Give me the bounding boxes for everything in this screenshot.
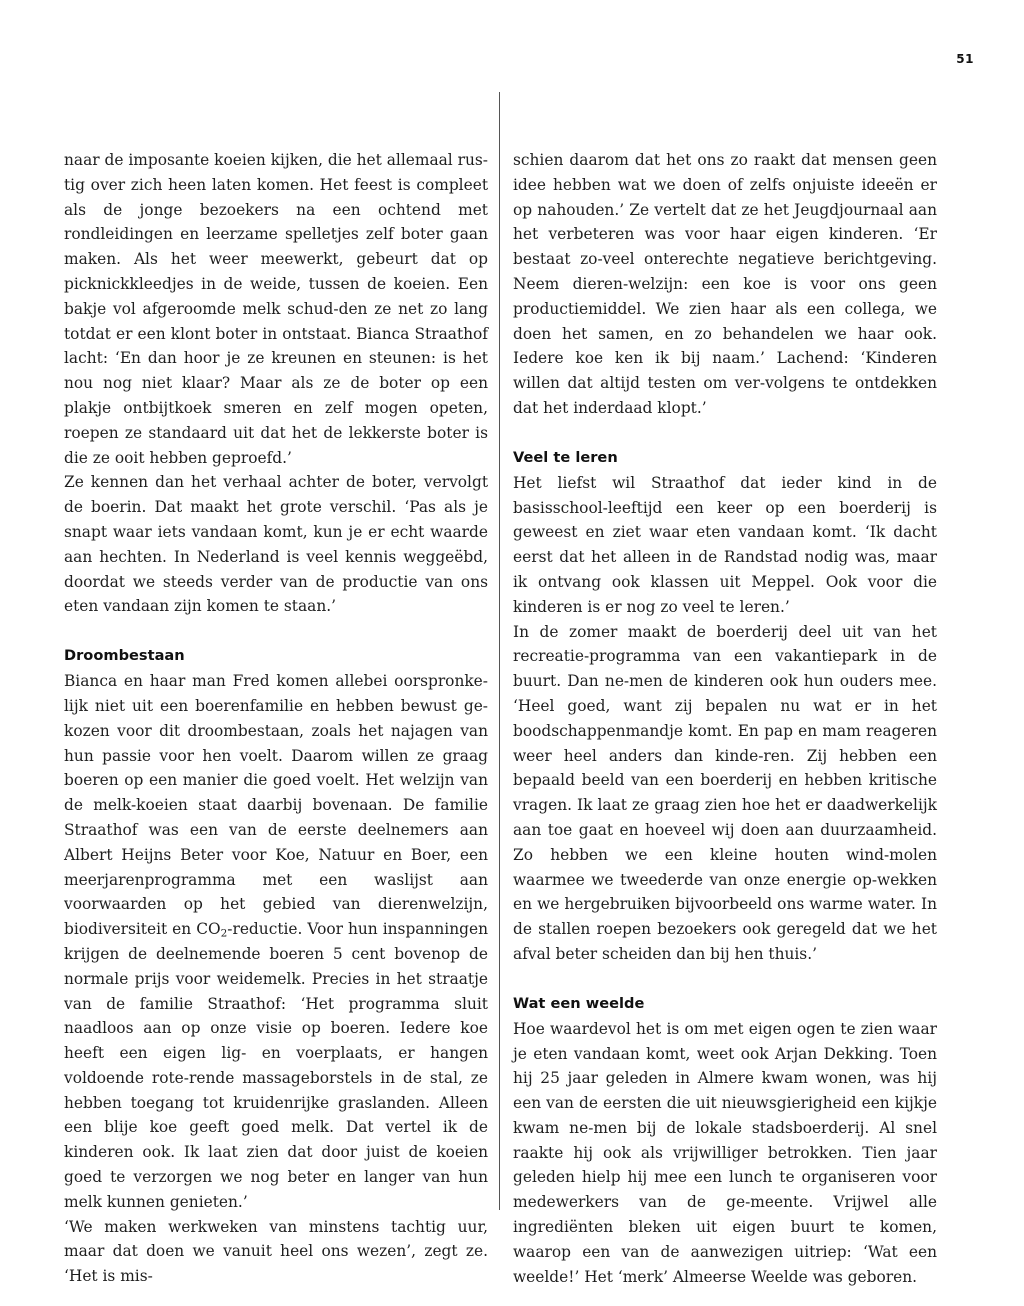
column-divider bbox=[499, 92, 500, 1210]
section-heading: Droombestaan bbox=[64, 647, 185, 665]
body-paragraph: Het liefst wil Straathof dat ieder kind in de basisschool-leeftijd een keer op een boerderij is geweest en ziet waar eten vandaan komt. ‘Ik dacht eerst dat het alleen in de Randstad nodig was, maar ik ontvang ook klassen uit Meppel. Ook voor die kinderen is er nog zo veel te leren.’ bbox=[513, 473, 937, 616]
subscript: 2 bbox=[220, 927, 228, 940]
text-run: Bianca en haar man Fred komen allebei oorspronke-lijk niet uit een boerenfamilie en hebben bewust ge-kozen voor dit droombestaan, zoals het najagen van hun passie voor hen voelt. Daarom willen ze graag boeren op een manier die goed voelt. Het welzijn van de melk-koeien staat daarbij bovenaan. De familie Straathof was een van de eerste deelnemers aan Albert Heijns Beter voor Koe, Natuur en Boer, een meerjarenprogramma met een waslijst aan voorwaarden op het gebied van dierenwelzijn, biodiversiteit en CO bbox=[64, 672, 488, 939]
right-column bbox=[513, 148, 937, 1289]
body-paragraph: naar de imposante koeien kijken, die het allemaal rus-tig over zich heen laten komen. Het feest is compleet als de jonge bezoekers na een ochtend met rondleidingen en leerzame spelletjes zelf boter gaan maken. Als het weer meewerkt, gebeurt dat op picknickkleedjes in de weide, tussen de koeien. Een bakje vol afgeroomde melk schud-den ze net zo lang totdat er een klont boter in ontstaat. Bianca Straathof lacht: ‘En dan hoor je ze kreunen en steunen: is het nou nog niet klaar? Maar als ze de boter op een plakje ontbijtkoek smeren en zelf mogen opeten, roepen ze standaard uit dat het de lekkerste boter is die ze ooit hebben geproefd.’ bbox=[64, 151, 488, 467]
body-paragraph: Ze kennen dan het verhaal achter de boter, vervolgt de boerin. Dat maakt het grote verschil. ‘Pas als je snapt waar iets vandaan komt, kun je er echt waarde aan hechten. In Nederland is veel kennis weggeëbd, doordat we steeds verder van de productie van ons eten vandaan zijn komen te staan.’ bbox=[64, 473, 488, 616]
body-paragraph bbox=[64, 669, 488, 1215]
text-run: -reductie. Voor hun inspanningen krijgen de deelnemende boeren 5 cent bovenop de normale prijs voor weidemelk. Precies in het straatje van de familie Straathof: ‘Het programma sluit naadloos aan op onze visie op boeren. Iedere koe heeft een eigen lig- en voerplaats, er hangen voldoende rote-rende massageborstels in de stal, ze hebben toegang tot kruidenrijke graslanden. Alleen een blije koe geeft goed melk. Dat vertel ik de kinderen ook. Ik laat zien dat door juist de koeien goed te verzorgen we nog beter en langer van hun melk kunnen genieten.’ bbox=[64, 920, 488, 1211]
body-paragraph: In de zomer maakt de boerderij deel uit van het recreatie-programma van een vakantiepark in de buurt. Dan ne-men de kinderen ook hun ouders mee. ‘Heel goed, want zij bepalen nu wat er in het boodschappenmandje komt. En pap en mam reageren weer heel anders dan kinde-ren. Zij hebben een bepaald beeld van een boerderij en hebben kritische vragen. Ik laat ze graag zien hoe het er daadwerkelijk aan toe gaat en hoeveel wij doen aan duurzaamheid. Zo hebben we een kleine houten wind-molen waarmee we tweederde van onze energie op-wekken en we hergebruiken bijvoorbeeld ons warme water. In de stallen roepen bezoekers ook geregeld dat we het afval beter scheiden dan bij hen thuis.’ bbox=[513, 622, 937, 963]
body-paragraph: ‘We maken werkweken van minstens tachtig uur, maar dat doen we vanuit heel ons wezen’, zegt ze. ‘Het is mis- bbox=[64, 1217, 488, 1286]
section-heading: Veel te leren bbox=[513, 448, 618, 466]
section-heading: Wat een weelde bbox=[513, 994, 645, 1012]
page-number: 51 bbox=[956, 52, 974, 66]
body-paragraph: Hoe waardevol het is om met eigen ogen te zien waar je eten vandaan komt, weet ook Arjan Dekking. Toen hij 25 jaar geleden in Almere kwam wonen, was hij een van de eersten die uit nieuwsgierigheid een kijkje kwam ne-men bij de lokale stadsboerderij. Al snel raakte hij ook als vrijwilliger betrokken. Tien jaar geleden hielp hij mee een lunch te organiseren voor medewerkers van de ge-meente. Vrijwel alle ingrediënten bleken uit eigen buurt te komen, waarop een van de aanwezigen uitriep: ‘Wat een weelde!’ Het ‘merk’ Almeerse Weelde was geboren. bbox=[513, 1019, 937, 1286]
left-column bbox=[64, 148, 488, 1289]
body-paragraph: schien daarom dat het ons zo raakt dat mensen geen idee hebben wat we doen of zelfs onjuiste ideeën er op nahouden.’ Ze vertelt dat ze het Jeugdjournaal aan het verbeteren was voor haar eigen kinderen. ‘Er bestaat zo-veel onterechte negatieve berichtgeving. Neem dieren-welzijn: een koe is voor ons geen productiemiddel. We zien haar als een collega, we doen het samen, en zo behandelen we haar ook. Iedere koe ken ik bij naam.’ Lachend: ‘Kinderen willen dat altijd testen om ver-volgens te ontdekken dat het inderdaad klopt.’ bbox=[513, 151, 937, 417]
